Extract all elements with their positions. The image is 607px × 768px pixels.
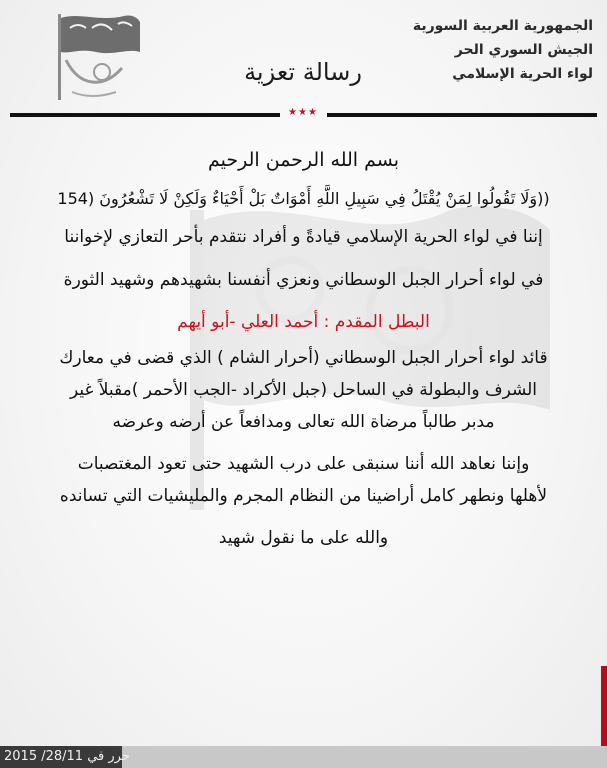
description-line: مدبر طالباً مرضاة الله تعالى ومدافعاً عن أرضه وعرضه bbox=[112, 412, 495, 432]
header-army: الجيش السوري الحر bbox=[454, 42, 593, 58]
page-title: رسالة تعزية bbox=[244, 58, 362, 86]
issue-date: حرر في 28/11/ 2015 bbox=[4, 749, 130, 764]
flag-emblem-icon bbox=[44, 8, 144, 104]
quran-verse: ((وَلَا تَقُولُوا لِمَنْ يُقْتَلُ فِي سَبِيلِ اللَّهِ أَمْوَاتٌ بَلْ أَحْيَاءٌ وَلَكِنْ لَا تَشْعُرُونَ (154 bbox=[57, 189, 550, 208]
pledge-line: وإننا نعاهد الله أننا سنبقى على درب الشهيد حتى تعود المغتصبات bbox=[77, 454, 530, 474]
side-accent-bar bbox=[601, 666, 607, 746]
description-line: الشرف والبطولة في الساحل (جبل الأكراد -الجب الأحمر )مقبلاً غير bbox=[69, 380, 538, 400]
pledge-line: لأهلها ونطهر كامل أراضينا من النظام المجرم والمليشيات التي تسانده bbox=[59, 486, 548, 506]
martyr-name: البطل المقدم : أحمد العلي -أبو أيهم bbox=[177, 312, 430, 332]
letter-body bbox=[18, 138, 589, 554]
intro-line: إننا في لواء الحرية الإسلامي قيادةً و أفراد نتقدم بأحر التعازي لإخواننا bbox=[64, 227, 543, 247]
basmala: بسم الله الرحمن الرحيم bbox=[208, 149, 399, 171]
date-panel bbox=[0, 746, 130, 768]
footer-bar bbox=[0, 746, 607, 768]
header-authority bbox=[393, 14, 593, 86]
intro-line: في لواء أحرار الجبل الوسطاني ونعزي أنفسنا بشهيدهم وشهيد الثورة bbox=[63, 270, 544, 290]
header-brigade: لواء الحرية الإسلامي bbox=[452, 66, 593, 82]
closing-line: والله على ما نقول شهيد bbox=[218, 528, 389, 548]
stars-icon: ★★★ bbox=[288, 107, 318, 118]
description-line: قائد لواء أحرار الجبل الوسطاني (أحرار الشام ) الذي قضى في معارك bbox=[59, 348, 548, 368]
header-country: الجمهورية العربية السورية bbox=[412, 18, 593, 34]
